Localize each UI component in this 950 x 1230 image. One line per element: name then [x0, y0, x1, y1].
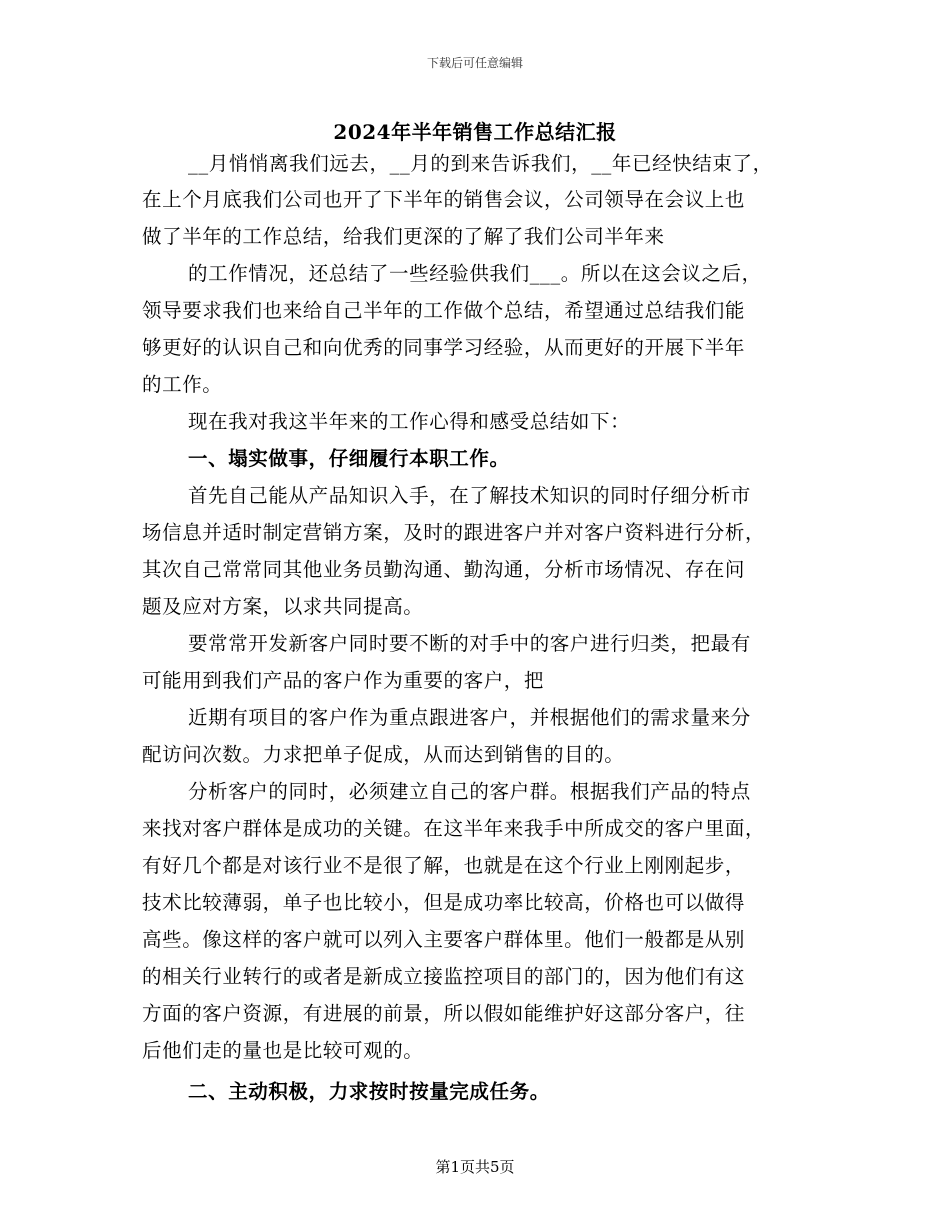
body-line: 配访问次数。力求把单子促成，从而达到销售的目的。: [142, 743, 625, 766]
body-line: 其次自己常常同其他业务员勤沟通、勤沟通，分析市场情况、存在问: [142, 558, 746, 581]
body-line: 领导要求我们也来给自己半年的工作做个总结，希望通过总结我们能: [142, 299, 746, 322]
page-footer: 第1页共5页: [435, 1158, 515, 1176]
body-line: 首先自己能从产品知识入手，在了解技术知识的同时仔细分析市: [188, 484, 751, 507]
body-line: __月悄悄离我们远去，__月的到来告诉我们，__年已经快结束了，: [188, 152, 773, 175]
document-title: 2024年半年销售工作总结汇报: [333, 120, 617, 144]
body-line: 后他们走的量也是比较可观的。: [142, 1039, 424, 1062]
body-line: 分析客户的同时，必须建立自己的客户群。根据我们产品的特点: [188, 780, 751, 803]
body-line: 场信息并适时制定营销方案，及时的跟进客户并对客户资料进行分析，: [142, 521, 766, 544]
body-line: 要常常开发新客户同时要不断的对手中的客户进行归类，把最有: [188, 632, 751, 655]
body-line: 的相关行业转行的或者是新成立接监控项目的部门的，因为他们有这: [142, 965, 746, 988]
body-line: 的工作情况，还总结了一些经验供我们___。所以在这会议之后，: [188, 262, 762, 285]
body-line: 题及应对方案，以求共同提高。: [142, 595, 424, 618]
body-line: 可能用到我们产品的客户作为重要的客户，把: [142, 669, 545, 692]
body-line: 方面的客户资源，有进展的前景，所以假如能维护好这部分客户，往: [142, 1002, 746, 1025]
section-heading: 一、塌实做事，仔细履行本职工作。: [188, 447, 510, 470]
body-line: 技术比较薄弱，单子也比较小，但是成功率比较高，价格也可以做得: [142, 891, 746, 914]
body-line: 在上个月底我们公司也开了下半年的销售会议，公司领导在会议上也: [142, 188, 746, 211]
body-line: 高些。像这样的客户就可以列入主要客户群体里。他们一般都是从别: [142, 928, 746, 951]
body-line: 现在我对我这半年来的工作心得和感受总结如下：: [188, 410, 631, 433]
body-line: 有好几个都是对该行业不是很了解，也就是在这个行业上刚刚起步，: [142, 854, 746, 877]
section-heading: 二、主动积极，力求按时按量完成任务。: [188, 1080, 550, 1103]
body-line: 的工作。: [142, 373, 223, 396]
body-line: 做了半年的工作总结，给我们更深的了解了我们公司半年来: [142, 225, 665, 248]
body-line: 来找对客户群体是成功的关键。在这半年来我手中所成交的客户里面，: [142, 817, 766, 840]
body-line: 近期有项目的客户作为重点跟进客户，并根据他们的需求量来分: [188, 706, 751, 729]
body-line: 够更好的认识自己和向优秀的同事学习经验，从而更好的开展下半年: [142, 336, 746, 359]
header-note: 下载后可任意编辑: [426, 56, 523, 70]
